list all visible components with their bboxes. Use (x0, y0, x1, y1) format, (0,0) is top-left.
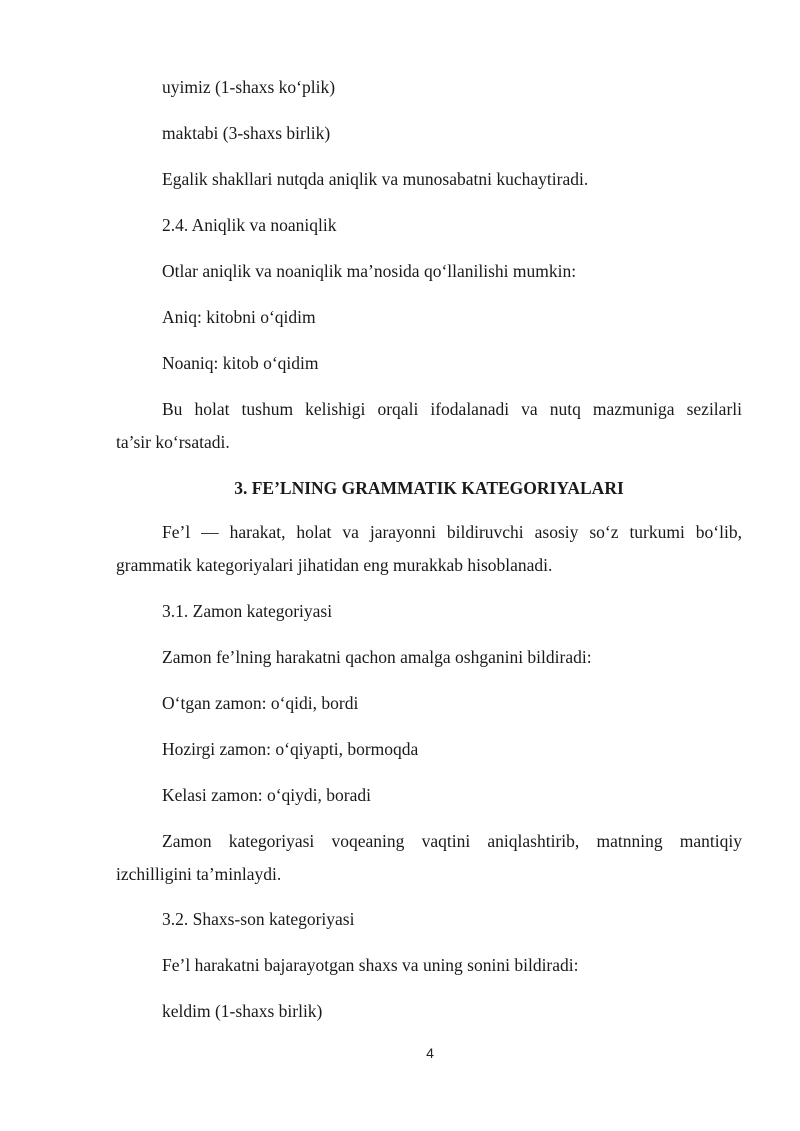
paragraph (116, 520, 742, 577)
paragraph-first-line: Zamon kategoriyasi voqeaning vaqtini aniqlashtirib, matnning mantiqiy (162, 831, 742, 851)
paragraph (116, 397, 742, 454)
paragraph-continuation: grammatik kategoriyalari jihatidan eng murakkab hisoblanadi. (116, 555, 553, 575)
text-line: Otlar aniqlik va noaniqlik ma’nosida qo‘llanilishi mumkin: (162, 261, 577, 281)
example-line: Hozirgi zamon: o‘qiyapti, bormoqda (162, 739, 419, 759)
text-line: Zamon fe’lning harakatni qachon amalga oshganini bildiradi: (162, 647, 592, 667)
paragraph-continuation: ta’sir ko‘rsatadi. (116, 432, 230, 452)
example-line: Noaniq: kitob o‘qidim (162, 353, 319, 373)
paragraph-continuation: izchilligini ta’minlaydi. (116, 864, 282, 884)
text-line: Egalik shakllari nutqda aniqlik va munosabatni kuchaytiradi. (162, 169, 589, 189)
example-line: Kelasi zamon: o‘qiydi, boradi (162, 785, 371, 805)
subsection-title: 2.4. Aniqlik va noaniqlik (162, 215, 337, 235)
paragraph-first-line: Fe’l — harakat, holat va jarayonni bildiruvchi asosiy so‘z turkumi bo‘lib, (162, 522, 742, 542)
paragraph (116, 829, 742, 886)
subsection-title: 3.1. Zamon kategoriyasi (162, 601, 333, 621)
text-line: maktabi (3-shaxs birlik) (162, 123, 331, 143)
page-number: 4 (426, 1045, 434, 1061)
example-line: keldim (1-shaxs birlik) (162, 1001, 323, 1021)
subsection-title: 3.2. Shaxs-son kategoriyasi (162, 909, 355, 929)
section-heading: 3. FE’LNING GRAMMATIK KATEGORIYALARI (234, 478, 624, 498)
example-line: Aniq: kitobni o‘qidim (162, 307, 316, 327)
text-line: Fe’l harakatni bajarayotgan shaxs va uning sonini bildiradi: (162, 955, 579, 975)
example-line: O‘tgan zamon: o‘qidi, bordi (162, 693, 359, 713)
paragraph-first-line: Bu holat tushum kelishigi orqali ifodalanadi va nutq mazmuniga sezilarli (162, 399, 742, 419)
text-line: uyimiz (1-shaxs ko‘plik) (162, 77, 336, 97)
